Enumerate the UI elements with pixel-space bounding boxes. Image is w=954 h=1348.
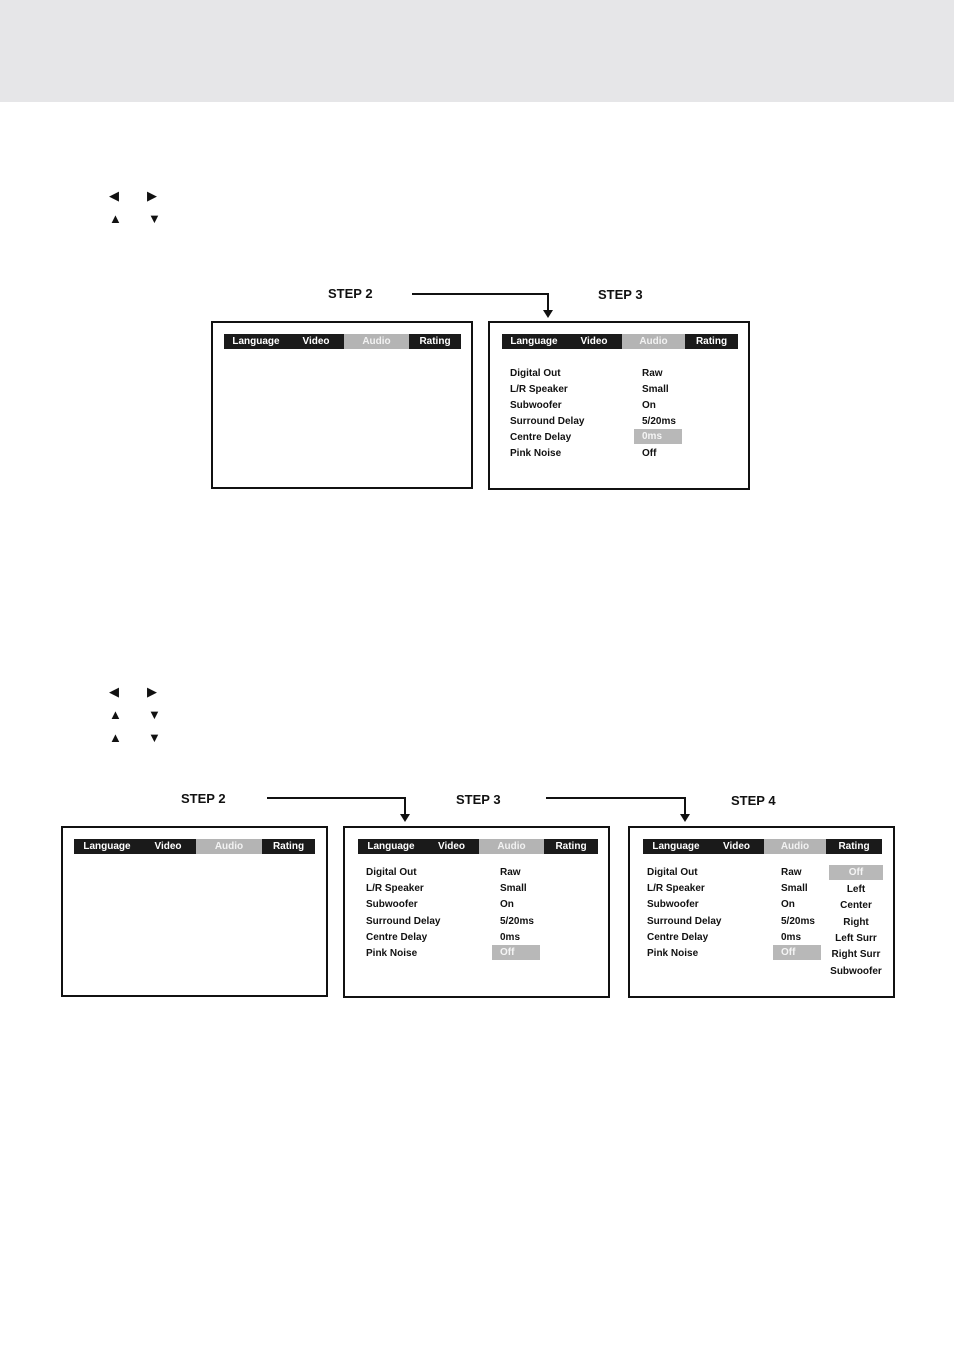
setting-label: Digital Out <box>366 867 417 878</box>
section2-step-c-label: STEP 4 <box>731 793 776 808</box>
tab-audio: Audio <box>622 334 685 349</box>
tab-video: Video <box>424 839 479 854</box>
section2-step-a-screen <box>61 826 328 997</box>
tab-language: Language <box>224 334 288 349</box>
tab-language: Language <box>643 839 709 854</box>
left-arrow-icon: ◀ <box>109 188 119 203</box>
up-arrow-icon: ▲ <box>109 730 122 745</box>
setting-label: L/R Speaker <box>647 883 705 894</box>
connector-line <box>546 798 685 815</box>
setting-label: Digital Out <box>510 368 561 379</box>
section2-step-c-screen <box>628 826 895 998</box>
right-arrow-icon: ▶ <box>147 684 157 699</box>
setting-value: Small <box>500 883 527 894</box>
setting-label: Pink Noise <box>510 448 562 459</box>
tab-audio: Audio <box>344 334 409 349</box>
setting-label: L/R Speaker <box>510 384 568 395</box>
setting-value: 5/20ms <box>642 416 676 427</box>
down-arrow-icon: ▼ <box>148 730 161 745</box>
tab-rating: Rating <box>409 334 461 349</box>
setting-label: Surround Delay <box>647 916 722 927</box>
right-arrow-icon: ▶ <box>147 188 157 203</box>
setting-value-selected: 0ms <box>634 429 682 444</box>
up-arrow-icon: ▲ <box>109 707 122 722</box>
menu-bar <box>358 839 598 854</box>
pink-noise-option: Right Surr <box>831 949 881 960</box>
setting-label: Subwoofer <box>510 400 562 411</box>
setting-value: Raw <box>642 368 663 379</box>
setting-label: Surround Delay <box>510 416 585 427</box>
setting-value-selected: Off <box>492 945 540 960</box>
connector-line <box>412 294 548 311</box>
setting-label: Centre Delay <box>366 932 428 943</box>
setting-label: Subwoofer <box>366 899 418 910</box>
tab-language: Language <box>502 334 566 349</box>
down-arrow-icon: ▼ <box>148 211 161 226</box>
setting-value: 5/20ms <box>781 916 815 927</box>
tab-rating: Rating <box>262 839 315 854</box>
section1-step-a-label: STEP 2 <box>328 286 373 301</box>
setting-label: Subwoofer <box>647 899 699 910</box>
setting-label: Surround Delay <box>366 916 441 927</box>
pink-noise-option: Right <box>843 917 869 928</box>
setting-label: Pink Noise <box>366 948 418 959</box>
setting-value: On <box>781 899 795 910</box>
setting-value: Raw <box>781 867 802 878</box>
tab-video: Video <box>566 334 622 349</box>
section1-step-b-label: STEP 3 <box>598 287 643 302</box>
pink-noise-option: Subwoofer <box>830 966 882 977</box>
menu-bar <box>74 839 315 854</box>
tab-video: Video <box>140 839 196 854</box>
setting-value-selected: Off <box>773 945 821 960</box>
setting-label: Centre Delay <box>510 432 572 443</box>
tab-rating: Rating <box>826 839 882 854</box>
setting-value: On <box>500 899 514 910</box>
tab-rating: Rating <box>544 839 598 854</box>
tab-audio: Audio <box>196 839 262 854</box>
setting-value: 5/20ms <box>500 916 534 927</box>
setting-label: L/R Speaker <box>366 883 424 894</box>
tab-rating: Rating <box>685 334 738 349</box>
setting-value: 0ms <box>781 932 802 943</box>
connector-arrowhead <box>543 310 553 318</box>
setting-label: Centre Delay <box>647 932 709 943</box>
section2-step-b-label: STEP 3 <box>456 792 501 807</box>
pink-noise-option: Center <box>840 900 872 911</box>
setting-value: Small <box>642 384 669 395</box>
connector-line <box>267 798 405 815</box>
setting-value: Off <box>642 448 657 459</box>
up-arrow-icon: ▲ <box>109 211 122 226</box>
pink-noise-option-selected: Off <box>829 865 883 880</box>
setting-value: 0ms <box>500 932 521 943</box>
setting-value: Small <box>781 883 808 894</box>
setting-value: On <box>642 400 656 411</box>
tab-video: Video <box>709 839 764 854</box>
pink-noise-option: Left Surr <box>835 933 877 944</box>
setting-label: Pink Noise <box>647 948 699 959</box>
tab-language: Language <box>358 839 424 854</box>
setting-value: Raw <box>500 867 521 878</box>
section2-step-b-screen <box>343 826 610 998</box>
setting-label: Digital Out <box>647 867 698 878</box>
tab-audio: Audio <box>764 839 826 854</box>
connector-arrowhead <box>400 814 410 822</box>
tab-video: Video <box>288 334 344 349</box>
left-arrow-icon: ◀ <box>109 684 119 699</box>
tab-audio: Audio <box>479 839 544 854</box>
tab-language: Language <box>74 839 140 854</box>
down-arrow-icon: ▼ <box>148 707 161 722</box>
connector-arrowhead <box>680 814 690 822</box>
menu-bar <box>643 839 882 854</box>
section2-step-a-label: STEP 2 <box>181 791 226 806</box>
pink-noise-option: Left <box>846 884 866 895</box>
